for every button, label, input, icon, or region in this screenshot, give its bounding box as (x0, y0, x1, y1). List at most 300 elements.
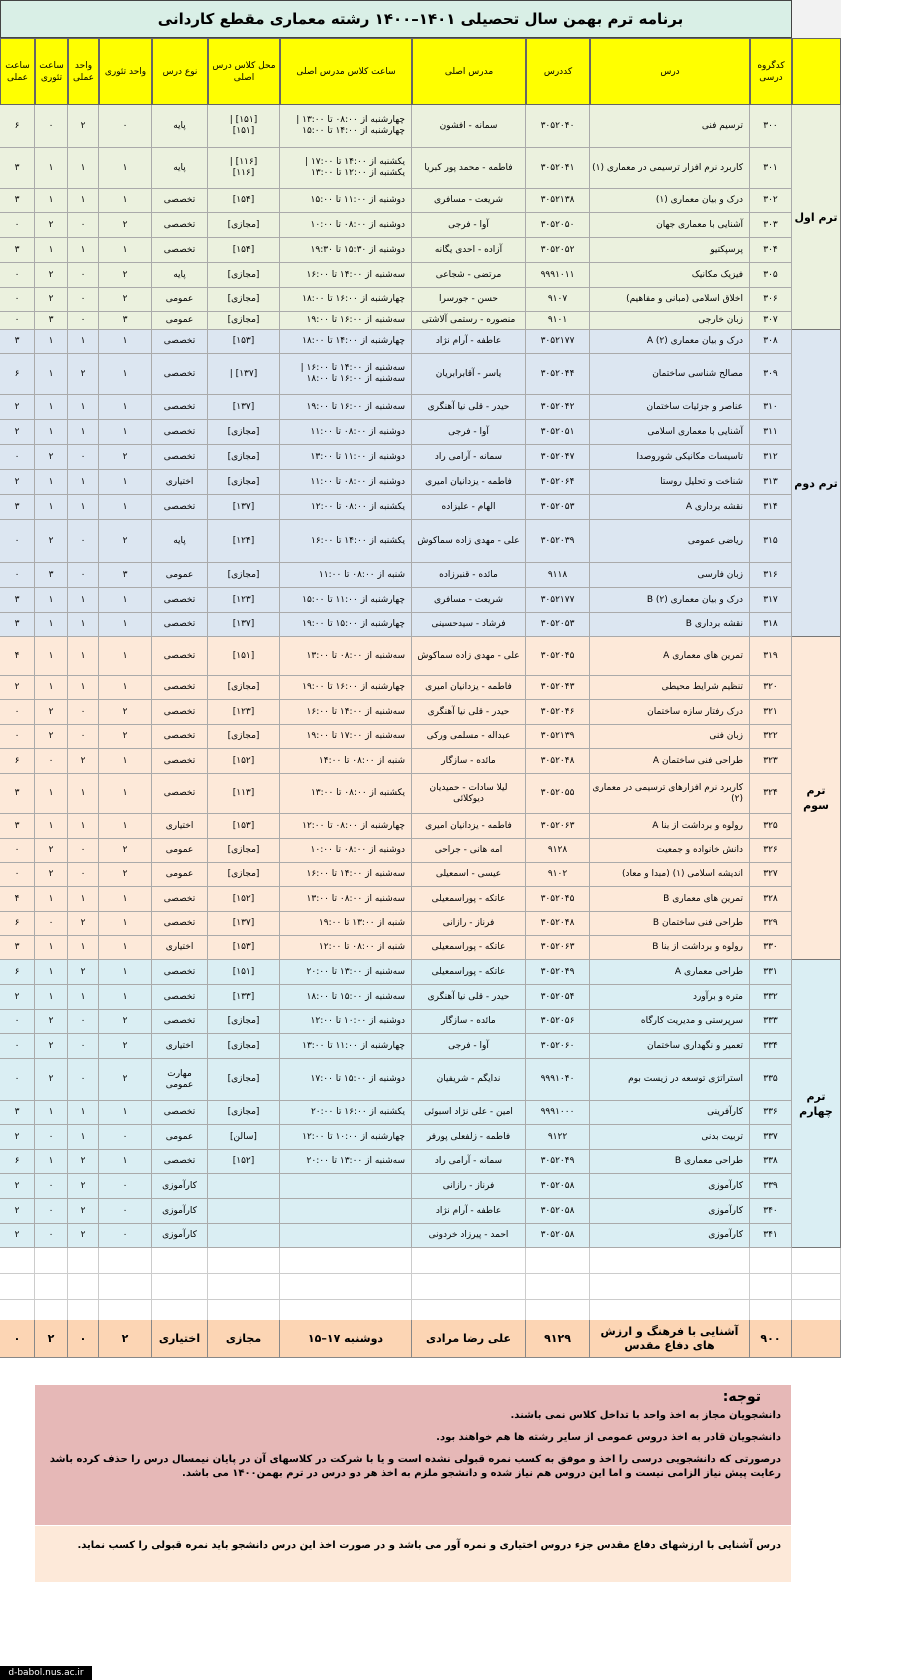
hours-theory: ۰ (35, 1199, 68, 1224)
class-time: چهارشنبه از ۰۸:۰۰ تا ۱۲:۰۰ (280, 814, 412, 839)
units-theory: ۲ (99, 700, 152, 725)
teacher: مرتضی - شجاعی (412, 263, 526, 288)
units-theory: ۱ (99, 749, 152, 774)
class-location: [۱۵۱] (208, 637, 280, 676)
blank-cell (280, 1248, 412, 1274)
units-theory: ۲ (99, 520, 152, 563)
course-type: عمومی (152, 839, 208, 863)
notes-box (35, 1385, 791, 1525)
units-practical: ۱ (68, 936, 99, 960)
units-practical: ۱ (68, 189, 99, 213)
course-name: پرسپکتیو (590, 238, 750, 263)
blank-cell (208, 1274, 280, 1300)
group-code: ۳۰۲ (750, 189, 792, 213)
units-theory: ۱ (99, 238, 152, 263)
class-time: سه‌شنبه از ۱۵:۰۰ تا ۱۸:۰۰ (280, 985, 412, 1010)
class-time: چهارشنبه از ۱۱:۰۰ تا ۱۵:۰۰ (280, 588, 412, 613)
group-code: ۳۱۳ (750, 470, 792, 495)
header-units-practical: واحد عملی (68, 38, 99, 105)
teacher: منصوره - رستمی آلاشتی (412, 312, 526, 330)
units-theory: ۰ (99, 1174, 152, 1199)
hours-practical: ۰ (0, 445, 35, 470)
course-code: ۳۰۵۲۱۳۸ (526, 189, 590, 213)
course-code: ۳۰۵۲۰۴۷ (526, 445, 590, 470)
course-name: آشنایی با معماری اسلامی (590, 420, 750, 445)
course-name: آشنایی با معماری جهان (590, 213, 750, 238)
class-location: [مجازی] (208, 1034, 280, 1059)
course-name: رولوه و برداشت از بنا B (590, 936, 750, 960)
hours-practical: ۶ (0, 912, 35, 936)
units-practical: ۰ (68, 1059, 99, 1101)
class-location: [۱۳۷] (208, 395, 280, 420)
course-name: زبان خارجی (590, 312, 750, 330)
header-class-location: محل کلاس درس اصلی (208, 38, 280, 105)
header-hours-theory: ساعت تئوری (35, 38, 68, 105)
special-teacher: علی رضا مرادی (412, 1320, 526, 1358)
units-theory: ۲ (99, 839, 152, 863)
hours-practical: ۳ (0, 330, 35, 354)
units-practical: ۲ (68, 912, 99, 936)
units-practical: ۱ (68, 814, 99, 839)
class-time: دوشنبه از ۱۱:۰۰ تا ۱۳:۰۰ (280, 445, 412, 470)
course-type: تخصصی (152, 725, 208, 749)
units-practical: ۱ (68, 637, 99, 676)
blank-cell (152, 1274, 208, 1300)
hours-practical: ۶ (0, 105, 35, 148)
special-units-theory: ۲ (99, 1320, 152, 1358)
teacher: امه هانی - جراحی (412, 839, 526, 863)
course-type: تخصصی (152, 985, 208, 1010)
group-code: ۳۱۶ (750, 563, 792, 588)
class-time: چهارشنبه از ۰۸:۰۰ تا ۱۳:۰۰ | چهارشنبه از ۱۴:۰۰ تا ۱۵:۰۰ (280, 105, 412, 148)
units-practical: ۱ (68, 495, 99, 520)
blank-cell (99, 1274, 152, 1300)
class-location: [مجازی] (208, 213, 280, 238)
course-type: تخصصی (152, 213, 208, 238)
course-type: تخصصی (152, 960, 208, 985)
teacher: آوا - فرجی (412, 213, 526, 238)
teacher: فرناز - رازانی (412, 1174, 526, 1199)
course-type: تخصصی (152, 887, 208, 912)
course-name: طراحی معماری A (590, 960, 750, 985)
class-location: [مجازی] (208, 563, 280, 588)
units-practical: ۲ (68, 105, 99, 148)
blank-cell (412, 1248, 526, 1274)
group-code: ۳۲۵ (750, 814, 792, 839)
units-theory: ۲ (99, 1034, 152, 1059)
course-name: تمرین های معماری B (590, 887, 750, 912)
course-type: عمومی (152, 1125, 208, 1150)
special-units-practical: ۰ (68, 1320, 99, 1358)
course-name: کارآموزی (590, 1199, 750, 1224)
course-name: نقشه برداری A (590, 495, 750, 520)
teacher: فاطمه - یزدانیان امیری (412, 814, 526, 839)
group-code: ۳۱۱ (750, 420, 792, 445)
course-type: تخصصی (152, 613, 208, 637)
hours-theory: ۱ (35, 985, 68, 1010)
course-name: نقشه برداری B (590, 613, 750, 637)
course-name: طراحی فنی ساختمان B (590, 912, 750, 936)
group-code: ۳۳۸ (750, 1150, 792, 1174)
units-theory: ۱ (99, 912, 152, 936)
class-time: دوشنبه از ۰۸:۰۰ تا ۱۰:۰۰ (280, 839, 412, 863)
teacher: حیدر - قلی نیا آهنگری (412, 985, 526, 1010)
course-code: ۳۰۵۲۱۳۹ (526, 725, 590, 749)
units-practical: ۰ (68, 863, 99, 887)
course-name: کاربرد نرم افزارهای ترسیمی در معماری (۲) (590, 774, 750, 814)
units-theory: ۰ (99, 1199, 152, 1224)
hours-theory: ۲ (35, 288, 68, 312)
course-code: ۳۰۵۲۰۴۰ (526, 105, 590, 148)
header-group-blank (792, 38, 841, 105)
course-code: ۳۰۵۲۰۴۵ (526, 637, 590, 676)
teacher: شریعت - مسافری (412, 588, 526, 613)
class-time: چهارشنبه از ۱۱:۰۰ تا ۱۳:۰۰ (280, 1034, 412, 1059)
blank-cell (35, 1248, 68, 1274)
blank-cell (68, 1274, 99, 1300)
page-title: برنامه ترم بهمن سال تحصیلی ۱۴۰۱–۱۴۰۰ رشته معماری مقطع کاردانی (0, 0, 841, 38)
units-practical: ۱ (68, 238, 99, 263)
course-type: پایه (152, 105, 208, 148)
hours-practical: ۳ (0, 814, 35, 839)
group-code: ۳۰۹ (750, 354, 792, 395)
course-code: ۳۰۵۲۰۶۳ (526, 936, 590, 960)
course-code: ۳۰۵۲۰۴۸ (526, 912, 590, 936)
blank-cell (208, 1248, 280, 1274)
teacher: ندایگم - شریفیان (412, 1059, 526, 1101)
units-theory: ۲ (99, 445, 152, 470)
course-code: ۹۱۰۱ (526, 312, 590, 330)
hours-theory: ۱ (35, 495, 68, 520)
course-type: عمومی (152, 863, 208, 887)
course-type: تخصصی (152, 354, 208, 395)
hours-theory: ۱ (35, 588, 68, 613)
hours-practical: ۶ (0, 354, 35, 395)
group-code: ۳۲۷ (750, 863, 792, 887)
course-code: ۹۹۹۱۰۴۰ (526, 1059, 590, 1101)
hours-practical: ۰ (0, 563, 35, 588)
group-code: ۳۳۹ (750, 1174, 792, 1199)
course-name: ریاضی عمومی (590, 520, 750, 563)
course-code: ۹۱۲۲ (526, 1125, 590, 1150)
units-practical: ۱ (68, 588, 99, 613)
class-time: چهارشنبه از ۱۰:۰۰ تا ۱۲:۰۰ (280, 1125, 412, 1150)
group-code: ۳۱۷ (750, 588, 792, 613)
group-code: ۳۰۶ (750, 288, 792, 312)
class-location: [۱۱۶] | [۱۱۶] (208, 148, 280, 189)
group-code: ۳۱۲ (750, 445, 792, 470)
hours-theory: ۲ (35, 1034, 68, 1059)
course-name: تعمیر و نگهداری ساختمان (590, 1034, 750, 1059)
special-course-name: آشنایی با فرهنگ و ارزش های دفاع مقدس (590, 1320, 750, 1358)
hours-theory: ۰ (35, 1224, 68, 1248)
course-code: ۳۰۵۲۰۶۴ (526, 470, 590, 495)
course-code: ۳۰۵۲۰۵۵ (526, 774, 590, 814)
group-code: ۳۱۹ (750, 637, 792, 676)
course-name: کاربرد نرم افزار ترسیمی در معماری (۱) (590, 148, 750, 189)
group-code: ۳۳۶ (750, 1101, 792, 1125)
special-corner (792, 1320, 841, 1358)
class-time: چهارشنبه از ۱۵:۰۰ تا ۱۹:۰۰ (280, 613, 412, 637)
course-name: کارآموزی (590, 1174, 750, 1199)
hours-practical: ۰ (0, 312, 35, 330)
units-theory: ۱ (99, 814, 152, 839)
class-location: [سالن] (208, 1125, 280, 1150)
units-theory: ۱ (99, 395, 152, 420)
course-name: تاسیسات مکانیکی شوروصدا (590, 445, 750, 470)
hours-theory: ۱ (35, 814, 68, 839)
class-time: چهارشنبه از ۱۶:۰۰ تا ۱۸:۰۰ (280, 288, 412, 312)
teacher: فرشاد - سیدحسینی (412, 613, 526, 637)
class-time: یکشنبه از ۰۸:۰۰ تا ۱۲:۰۰ (280, 495, 412, 520)
teacher: فاطمه - زلفعلی پورفر (412, 1125, 526, 1150)
course-name: تنظیم شرایط محیطی (590, 676, 750, 700)
hours-practical: ۳ (0, 495, 35, 520)
units-practical: ۲ (68, 354, 99, 395)
course-type: تخصصی (152, 420, 208, 445)
teacher: عیسی - اسمعیلی (412, 863, 526, 887)
course-type: تخصصی (152, 330, 208, 354)
hours-practical: ۰ (0, 1010, 35, 1034)
site-footer-url[interactable]: d-babol.nus.ac.ir (0, 1666, 92, 1680)
class-location: [۱۵۴] (208, 189, 280, 213)
hours-practical: ۰ (0, 863, 35, 887)
group-code: ۳۲۶ (750, 839, 792, 863)
units-practical: ۱ (68, 148, 99, 189)
term-group-label: ترم سوم (792, 637, 841, 960)
blank-cell (68, 1248, 99, 1274)
course-code: ۹۱۰۷ (526, 288, 590, 312)
units-theory: ۱ (99, 985, 152, 1010)
blank-cell (792, 1274, 841, 1300)
course-name: شناخت و تحلیل روستا (590, 470, 750, 495)
course-name: تمرین های معماری A (590, 637, 750, 676)
class-time: دوشنبه از ۱۵:۰۰ تا ۱۷:۰۰ (280, 1059, 412, 1101)
course-type: مهارت عمومی (152, 1059, 208, 1101)
group-code: ۳۰۴ (750, 238, 792, 263)
blank-cell (152, 1248, 208, 1274)
course-code: ۹۱۱۸ (526, 563, 590, 588)
special-hours-theory: ۲ (35, 1320, 68, 1358)
hours-practical: ۶ (0, 749, 35, 774)
class-time: سه‌شنبه از ۱۴:۰۰ تا ۱۶:۰۰ (280, 863, 412, 887)
hours-practical: ۰ (0, 263, 35, 288)
teacher: یاسر - آقابرابریان (412, 354, 526, 395)
hours-practical: ۲ (0, 1174, 35, 1199)
units-practical: ۰ (68, 520, 99, 563)
class-time: سه‌شنبه از ۰۸:۰۰ تا ۱۳:۰۰ (280, 887, 412, 912)
hours-theory: ۳ (35, 563, 68, 588)
units-theory: ۱ (99, 960, 152, 985)
class-time: سه‌شنبه از ۱۳:۰۰ تا ۲۰:۰۰ (280, 1150, 412, 1174)
hours-practical: ۲ (0, 395, 35, 420)
course-type: تخصصی (152, 588, 208, 613)
units-practical: ۲ (68, 1174, 99, 1199)
hours-practical: ۲ (0, 420, 35, 445)
hours-theory: ۲ (35, 1010, 68, 1034)
hours-theory: ۱ (35, 960, 68, 985)
hours-practical: ۰ (0, 1059, 35, 1101)
course-code: ۳۰۵۲۰۴۹ (526, 1150, 590, 1174)
blank-cell (590, 1248, 750, 1274)
course-code: ۳۰۵۲۰۴۵ (526, 887, 590, 912)
hours-practical: ۲ (0, 1125, 35, 1150)
course-name: عناصر و جزئیات ساختمان (590, 395, 750, 420)
units-theory: ۱ (99, 936, 152, 960)
course-name: درک و بیان معماری (۲) A (590, 330, 750, 354)
hours-theory: ۲ (35, 1059, 68, 1101)
class-location: [۱۵۲] (208, 1150, 280, 1174)
hours-theory: ۱ (35, 470, 68, 495)
class-location: [۱۵۱] | [۱۵۱] (208, 105, 280, 148)
class-location (208, 1174, 280, 1199)
header-hours-practical: ساعت عملی (0, 38, 35, 105)
course-name: دانش خانواده و جمعیت (590, 839, 750, 863)
units-theory: ۱ (99, 354, 152, 395)
units-theory: ۱ (99, 887, 152, 912)
class-location: [مجازی] (208, 420, 280, 445)
course-code: ۳۰۵۲۰۵۳ (526, 613, 590, 637)
units-practical: ۰ (68, 563, 99, 588)
units-theory: ۱ (99, 588, 152, 613)
units-theory: ۱ (99, 613, 152, 637)
blank-cell (0, 1274, 35, 1300)
hours-theory: ۱ (35, 637, 68, 676)
class-location: [۱۳۳] (208, 985, 280, 1010)
hours-theory: ۰ (35, 749, 68, 774)
note-defense-course: درس آشنایی با ارزشهای دفاع مقدس جزء دروس اختیاری و نمره آور می باشد و در صورت اخذ این درس دانشجو باید نمره قبولی را کسب نماید. (35, 1526, 791, 1582)
class-time: سه‌شنبه از ۱۳:۰۰ تا ۲۰:۰۰ (280, 960, 412, 985)
units-theory: ۱ (99, 470, 152, 495)
special-class-time: دوشنبه ۱۷–۱۵ (280, 1320, 412, 1358)
class-time: یکشنبه از ۱۴:۰۰ تا ۱۷:۰۰ | یکشنبه از ۱۲:۰۰ تا ۱۳:۰۰ (280, 148, 412, 189)
group-code: ۳۳۷ (750, 1125, 792, 1150)
hours-theory: ۲ (35, 863, 68, 887)
hours-practical: ۴ (0, 887, 35, 912)
class-time: شنبه از ۱۳:۰۰ تا ۱۹:۰۰ (280, 912, 412, 936)
course-code: ۳۰۵۲۰۳۹ (526, 520, 590, 563)
units-practical: ۰ (68, 725, 99, 749)
course-name: کارآموزی (590, 1224, 750, 1248)
group-code: ۳۰۵ (750, 263, 792, 288)
blank-cell (412, 1274, 526, 1300)
units-theory: ۲ (99, 1059, 152, 1101)
hours-theory: ۱ (35, 887, 68, 912)
class-location: [مجازی] (208, 288, 280, 312)
teacher: عاطفه - آرام نژاد (412, 330, 526, 354)
course-type: تخصصی (152, 189, 208, 213)
course-code: ۹۱۲۸ (526, 839, 590, 863)
hours-theory: ۲ (35, 445, 68, 470)
special-class-location: مجازی (208, 1320, 280, 1358)
blank-cell (280, 1274, 412, 1300)
class-location: [مجازی] (208, 725, 280, 749)
course-name: طراحی معماری B (590, 1150, 750, 1174)
hours-theory: ۰ (35, 1174, 68, 1199)
group-code: ۳۱۰ (750, 395, 792, 420)
group-code: ۳۰۸ (750, 330, 792, 354)
class-location: [۱۳۷] (208, 912, 280, 936)
course-type: عمومی (152, 288, 208, 312)
units-theory: ۱ (99, 148, 152, 189)
title-corner (791, 0, 841, 38)
class-location: [مجازی] (208, 1101, 280, 1125)
course-type: عمومی (152, 563, 208, 588)
class-location: [۱۲۳] (208, 588, 280, 613)
class-time: یکشنبه از ۱۴:۰۰ تا ۱۶:۰۰ (280, 520, 412, 563)
class-location: [مجازی] (208, 1059, 280, 1101)
course-name: رولوه و برداشت از بنا A (590, 814, 750, 839)
course-name: فیزیک مکانیک (590, 263, 750, 288)
teacher: عاطفه - آرام نژاد (412, 1199, 526, 1224)
units-practical: ۱ (68, 395, 99, 420)
teacher: حیدر - قلی نیا آهنگری (412, 700, 526, 725)
course-type: پایه (152, 263, 208, 288)
class-location: [۱۳۷] (208, 495, 280, 520)
hours-practical: ۲ (0, 1224, 35, 1248)
teacher: فاطمه - محمد پور کبریا (412, 148, 526, 189)
hours-theory: ۳ (35, 312, 68, 330)
hours-practical: ۳ (0, 1101, 35, 1125)
class-time: دوشنبه از ۰۸:۰۰ تا ۱۰:۰۰ (280, 213, 412, 238)
header-course-type: نوع درس (152, 38, 208, 105)
blank-cell (792, 1248, 841, 1274)
hours-theory: ۰ (35, 105, 68, 148)
hours-theory: ۱ (35, 330, 68, 354)
course-name: زبان فنی (590, 725, 750, 749)
course-type: اختیاری (152, 936, 208, 960)
group-code: ۳۴۰ (750, 1199, 792, 1224)
units-practical: ۰ (68, 1034, 99, 1059)
class-time: دوشنبه از ۱۰:۰۰ تا ۱۲:۰۰ (280, 1010, 412, 1034)
units-theory: ۰ (99, 1125, 152, 1150)
course-code: ۳۰۵۲۰۴۶ (526, 700, 590, 725)
course-name: اندیشه اسلامی (۱) (مبدا و معاد) (590, 863, 750, 887)
course-code: ۹۹۹۱۰۰۰ (526, 1101, 590, 1125)
class-location: [مجازی] (208, 445, 280, 470)
header-course-name: درس (590, 38, 750, 105)
course-code: ۳۰۵۲۰۶۰ (526, 1034, 590, 1059)
hours-theory: ۱ (35, 148, 68, 189)
hours-practical: ۳ (0, 148, 35, 189)
course-type: عمومی (152, 312, 208, 330)
course-name: اخلاق اسلامی (مبانی و مفاهیم) (590, 288, 750, 312)
class-time: دوشنبه از ۰۸:۰۰ تا ۱۱:۰۰ (280, 470, 412, 495)
hours-theory: ۱ (35, 420, 68, 445)
group-code: ۳۱۴ (750, 495, 792, 520)
group-code: ۳۱۵ (750, 520, 792, 563)
course-name: ترسیم فنی (590, 105, 750, 148)
course-code: ۳۰۵۲۰۴۸ (526, 749, 590, 774)
hours-practical: ۳ (0, 613, 35, 637)
course-code: ۳۰۵۲۰۵۶ (526, 1010, 590, 1034)
course-type: پایه (152, 520, 208, 563)
teacher: عاتکه - پوراسمعیلی (412, 887, 526, 912)
blank-cell (750, 1248, 792, 1274)
group-code: ۳۳۴ (750, 1034, 792, 1059)
hours-theory: ۲ (35, 700, 68, 725)
units-theory: ۲ (99, 213, 152, 238)
course-name: سرپرستی و مدیریت کارگاه (590, 1010, 750, 1034)
class-time: سه‌شنبه از ۱۷:۰۰ تا ۱۹:۰۰ (280, 725, 412, 749)
class-time (280, 1174, 412, 1199)
course-code: ۹۱۰۲ (526, 863, 590, 887)
course-code: ۳۰۵۲۰۵۸ (526, 1199, 590, 1224)
teacher: سمانه - آرامی راد (412, 445, 526, 470)
hours-theory: ۲ (35, 839, 68, 863)
hours-theory: ۱ (35, 1101, 68, 1125)
course-code: ۳۰۵۲۰۵۸ (526, 1224, 590, 1248)
